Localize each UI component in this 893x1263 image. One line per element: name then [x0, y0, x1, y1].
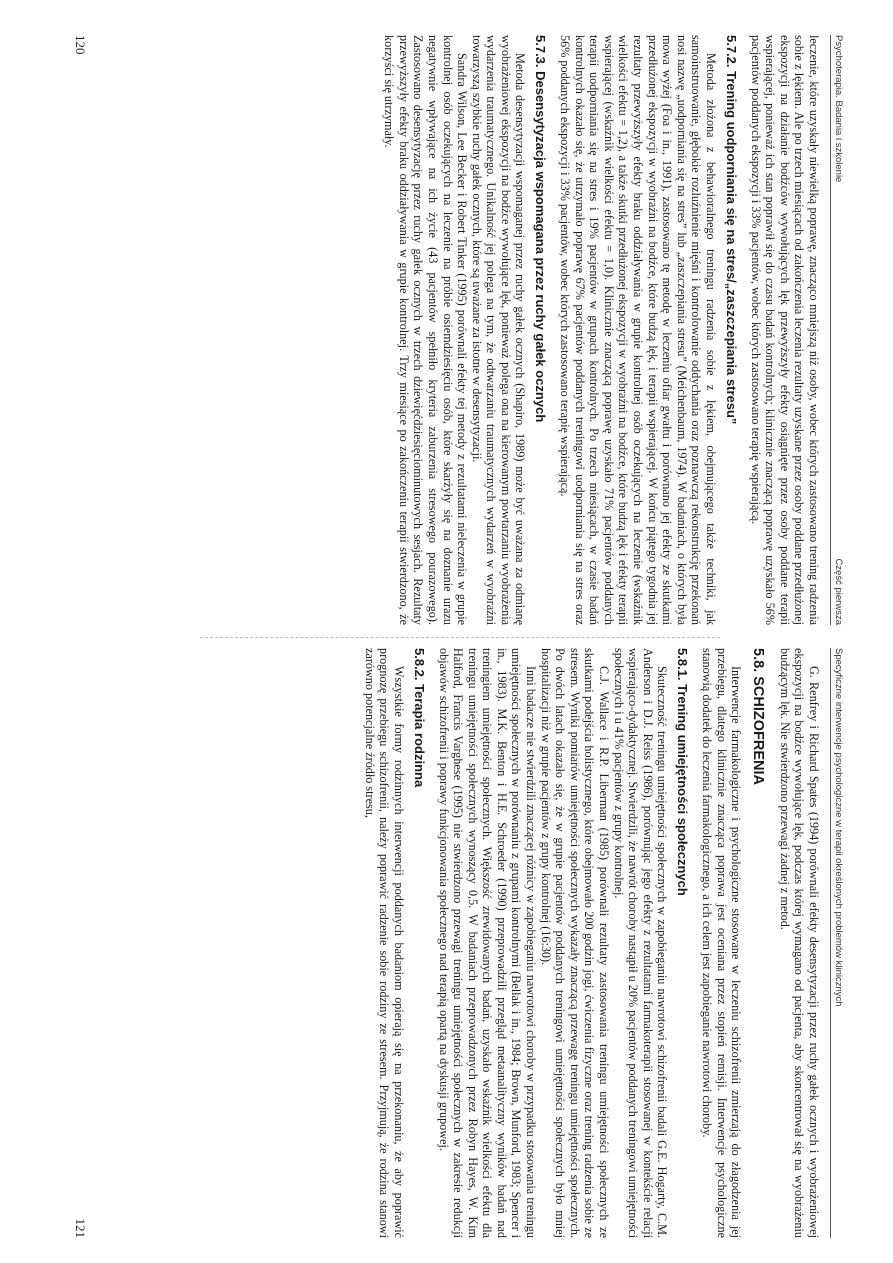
section-heading-5-7-2: 5.7.2. Trening uodporniania się na stres/„zaszczepiania stresu”	[724, 35, 740, 425]
text-column	[98, 35, 821, 625]
paragraph: Metoda desensytyzacji wspomaganej przez ruchy gałek ocznych (Shapiro, 1989) może być uważana za odmianę wyobrażeniowej ekspozycji na bodźce wywołujące lęk, ponieważ polega ona na kierowanym powtarzaniu wyobrażenia wydarzenia traumatycznego. Unikalność jej polega na tym, że odtwarzaniu traumatycznych wydarzeń w wyobraźni towarzyszą szybkie ruchy gałek ocznych, które są uważane za istotne w desensytyzacji.	[469, 35, 528, 625]
page-fold-line	[200, 637, 720, 638]
page-number: 121	[73, 1218, 88, 1238]
book-page-121	[70, 648, 845, 1238]
paragraph: Inni badacze nie stwierdzili znaczącej różnicy w zapobieganiu nawrotowi choroby w przypadku stosowania treningu umiejętności społecznych w porównaniu z grupami kontrolnymi (Bellak i in., 1984; Brown, Munford, 1983; Spencer i in., 1983). M.K. Benton i H.E. Schroeder (1990) przeprowadzili przegląd metaanalityczny wyników badań nad treningiem umiejętności społecznych. Większość zrewidowanych badań, uzyskało wskaźnik wielkości efektu dla treningu umiejętności społecznych wynoszący 0,5. W badaniach przeprowadzonych przez Robyn Hayes, W. Kim Halford, Francis Varghese (1995) nie stwierdzono przewagi treningu umiejętności społecznych w zakresie redukcji objawów schizofrenii i poprawy funkcjonowania społecznego nad terapią opartą na dyskusji grupowej.	[436, 648, 539, 1238]
running-head-title: Psychoterapia. Badania i szkolenie	[833, 35, 844, 183]
paragraph: G. Renfrey i Richard Spates (1994) porównali efekty desensytyzacji przez ruchy gałek ocznych i wyobrażeniowej ekspozycji na bodźce wywołujące lęk, podczas której wymagano od pacjenta, aby skoncentrował się na wyobrażeniu budzącym lęk. Nie stwierdzono przewagi żadnej z metod.	[777, 648, 821, 1238]
book-page-120	[70, 35, 845, 625]
running-head	[830, 35, 845, 625]
section-heading-5-8: 5.8. SCHIZOFRENIA	[750, 648, 767, 785]
section-heading-5-8-2: 5.8.2. Terapia rodzinna	[411, 648, 427, 788]
section-heading-5-8-1: 5.8.1. Trening umiejętności społecznych	[675, 648, 691, 896]
running-head	[830, 648, 845, 1238]
paragraph: Metoda złożona z behawioralnego treningu radzenia sobie z lękiem, obejmującego także techniki, jak samoinstruowanie, głębokie rozluźnienie mięśni i kontrolowanie oddychania oraz poznawczą rekonstrukcję przekonań nosi nazwę „uodporniania się na stres” lub „zaszczepiania stresu” (Meichenbaum, 1974). W badaniach, o których była mowa wyżej (Foa i in., 1991), zastosowano tę metodę w leczeniu ofiar gwałtu i porównano jej efekty ze skutkami przedłużonej ekspozycji w wyobraźni na bodźce, które budzą lęk, i terapii wspierającej. W końcu piątego tygodnia jej rezultaty przewyższyły efekty braku oddziaływania w grupie kontrolnej osób oczekujących na leczenie (wskaźnik wielkości efektu = 1,2), a także skutki przedłużonej ekspozycji w wyobraźni na bodźce, które budzą lęk i efekty terapii wspierającej (wskaźnik wielkości efektu = 1,0). Klinicznie znaczącą poprawę uzyskało 71% pacjentów poddanych terapii uodporniania się na stres i 19% pacjentów w grupach kontrolnych. Po trzech miesiącach, w czasie badań kontrolnych okazało się, że utrzymało poprawę 67% pacjentów poddanych treningowi uodporniania się na stres oraz 56% poddanych ekspozycji i 33% pacjentów, wobec których zastosowano terapię wspierającą.	[558, 35, 719, 625]
running-head-part: Część pierwsza	[833, 558, 844, 625]
paragraph: C.J. Wallace i R.P. Liberman (1985) porównali rezultaty zastosowania treningu umiejętności społecznych ze skutkami podejścia holistycznego, które obejmowało 200 godzin jogi, ćwiczenia fizyczne oraz trening radzenia sobie ze stresem. Wyniki pomiarów umiejętności społecznych wykazały znaczącą przewagę treningu umiejętności społecznych. Po dwóch latach okazało się, że w grupie pacjentów poddanych treningowi umiejętności społecznych było mniej hospitalizacji niż w grupie pacjentów z grupy kontrolnej (16:30).	[538, 648, 612, 1238]
running-head-title: Specyficzne interwencje psychologiczne w terapii określonych problemów klinicznych	[833, 648, 844, 1007]
page-number: 120	[73, 35, 88, 55]
paragraph: Interwencje farmakologiczne i psychologiczne stosowane w leczeniu schizofrenii zmierzają do złagodzenia jej przebiegu, dlatego klinicznie znacząca poprawa jest oceniana przez stopień remisji. Interwencje psychologiczne stanowią dodatek do leczenia farmakologicznego, a ich celem jest zapobieganie nawrotowi choroby.	[700, 648, 744, 1238]
paragraph: Skuteczność treningu umiejętności społecznych w zapobieganiu nawrotowi schizofrenii badali G.E. Hogarty, C.M. Anderson i D.J. Reiss (1986), porównując jego efekty z rezultatami farmakoterapii stosowanej w kontekście relacji wspierająco-dydaktycznej. Stwierdzili, że nawrót choroby nastąpił u 20% pacjentów poddanych treningowi umiejętności społecznych i u 41% pacjentów z grupy kontrolnej.	[611, 648, 670, 1238]
text-column	[98, 648, 821, 1238]
section-heading-5-7-3: 5.7.3. Desensytyzacja wspomagana przez ruchy gałek ocznych	[533, 35, 549, 423]
paragraph: Sandra Wilson, Lee Becker i Robert Tinker (1995) porównali efekty tej metody z rezultatami nieleczenia w grupie kontrolnej osób oczekujących na leczenie na próbie osiemdziesięciu osób, które skarżyły się na doznanie urazu negatywnie wpływające na ich życie (43 pacjentów spełniło kryteria zaburzenia stresowego pourazowego). Zastosowano desensytyzację przez ruchy gałek ocznych w trzech dziewięćdziesięciominutowych sesjach. Rezultaty przewyższyły efekty braku oddziaływania w grupie kontrolnej. Trzy miesiące po zakończeniu terapii stwierdzono, że korzyści się utrzymały.	[382, 35, 470, 625]
paragraph: leczenie, które uzyskały niewielką poprawę, znacząco mniejszą niż osoby, wobec których zastosowano trening radzenia sobie z lękiem. Ale po trzech miesiącach od zakończenia leczenia rezultaty uzyskane przez osoby poddane przedłużonej ekspozycji na działanie bodźców wywołujących lęk przewyższyły efekty osiągnięte przez osoby poddane terapii wspierającej, ponieważ ich stan poprawił się do czasu badań kontrolnych; klinicznie znaczącą poprawę uzyskało 56% pacjentów poddanych ekspozycji i 33% pacjentów, wobec których zastosowano terapię wspierającą.	[748, 35, 821, 625]
paragraph: Wszystkie formy rodzinnych interwencji poddanych badaniom opierają się na przekonaniu, że aby poprawić prognozę przebiegu schizofrenii, należy poprawić radzenie sobie rodziny ze stresem. Przyjmują, że rodzina stanowi zarówno potencjalne źródło stresu,	[362, 648, 406, 1238]
